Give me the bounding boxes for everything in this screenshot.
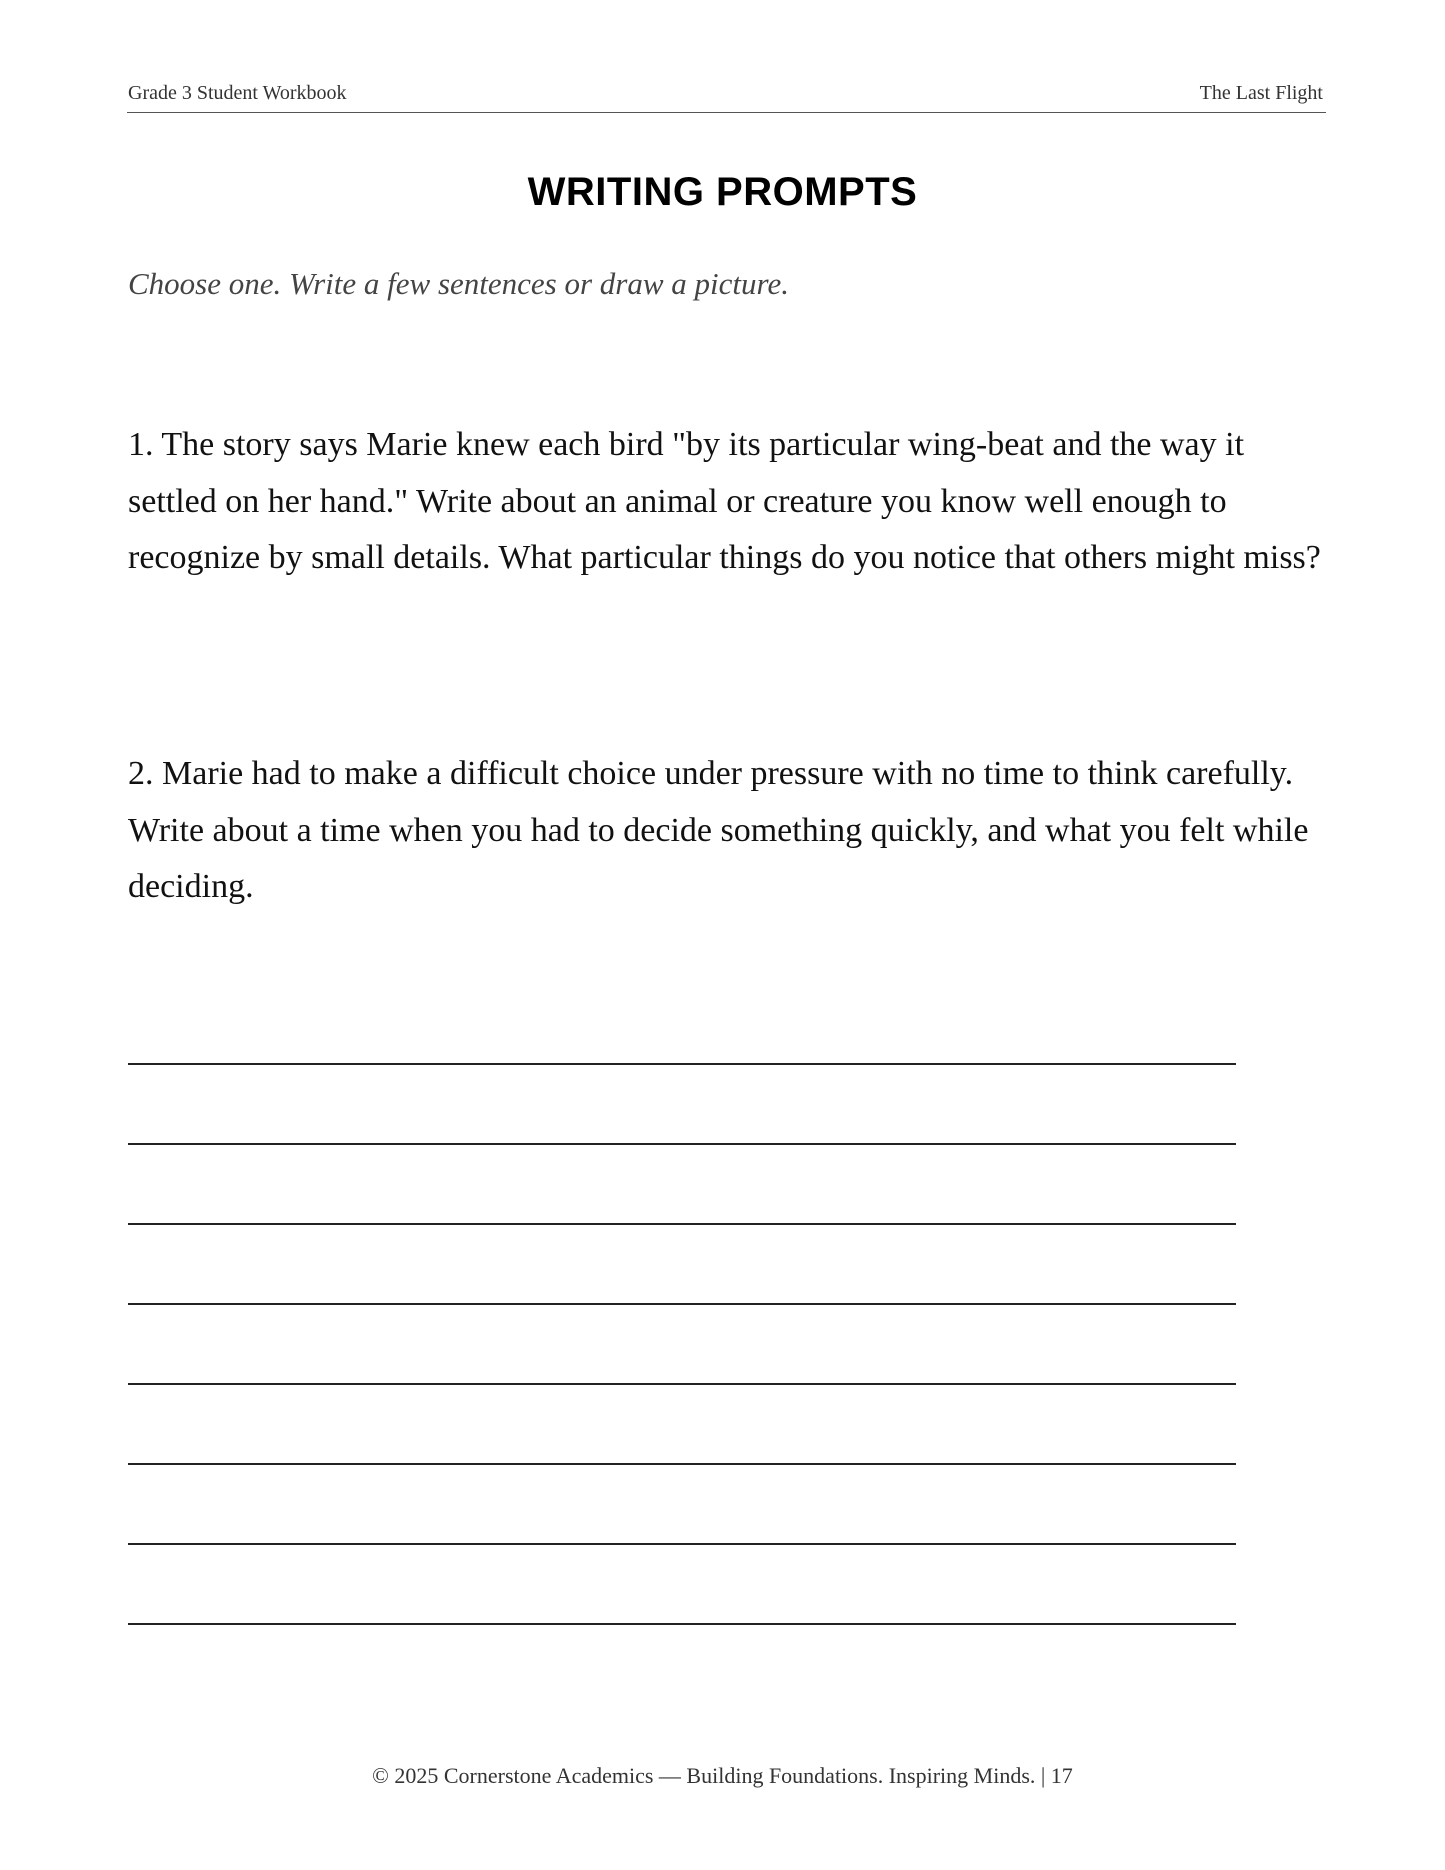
page-title: WRITING PROMPTS [527, 170, 918, 214]
story-title: The Last Flight [1199, 82, 1323, 104]
page-header [127, 82, 1326, 113]
instructions: Choose one. Write a few sentences or draw a picture. [128, 266, 789, 301]
answer-line[interactable] [128, 1063, 1236, 1065]
answer-line[interactable] [128, 1303, 1236, 1305]
answer-line[interactable] [128, 1383, 1236, 1385]
writing-prompt-2: 2. Marie had to make a difficult choice under pressure with no time to think carefully. Write about a time when you had to decide something quickly, and what you felt while deciding. [128, 755, 1309, 905]
answer-line[interactable] [128, 1223, 1236, 1225]
answer-line[interactable] [128, 1463, 1236, 1465]
workbook-title: Grade 3 Student Workbook [128, 82, 347, 104]
answer-line[interactable] [128, 1623, 1236, 1625]
page-footer: © 2025 Cornerstone Academics — Building Foundations. Inspiring Minds. | 17 [372, 1763, 1073, 1788]
writing-prompt-1: 1. The story says Marie knew each bird "by its particular wing-beat and the way it settled on her hand." Write about an animal or creature you know well enough to recognize by small details. What particular things do you notice that others might miss? [128, 426, 1321, 576]
answer-line[interactable] [128, 1143, 1236, 1145]
answer-lines [128, 1063, 1236, 1703]
answer-line[interactable] [128, 1543, 1236, 1545]
